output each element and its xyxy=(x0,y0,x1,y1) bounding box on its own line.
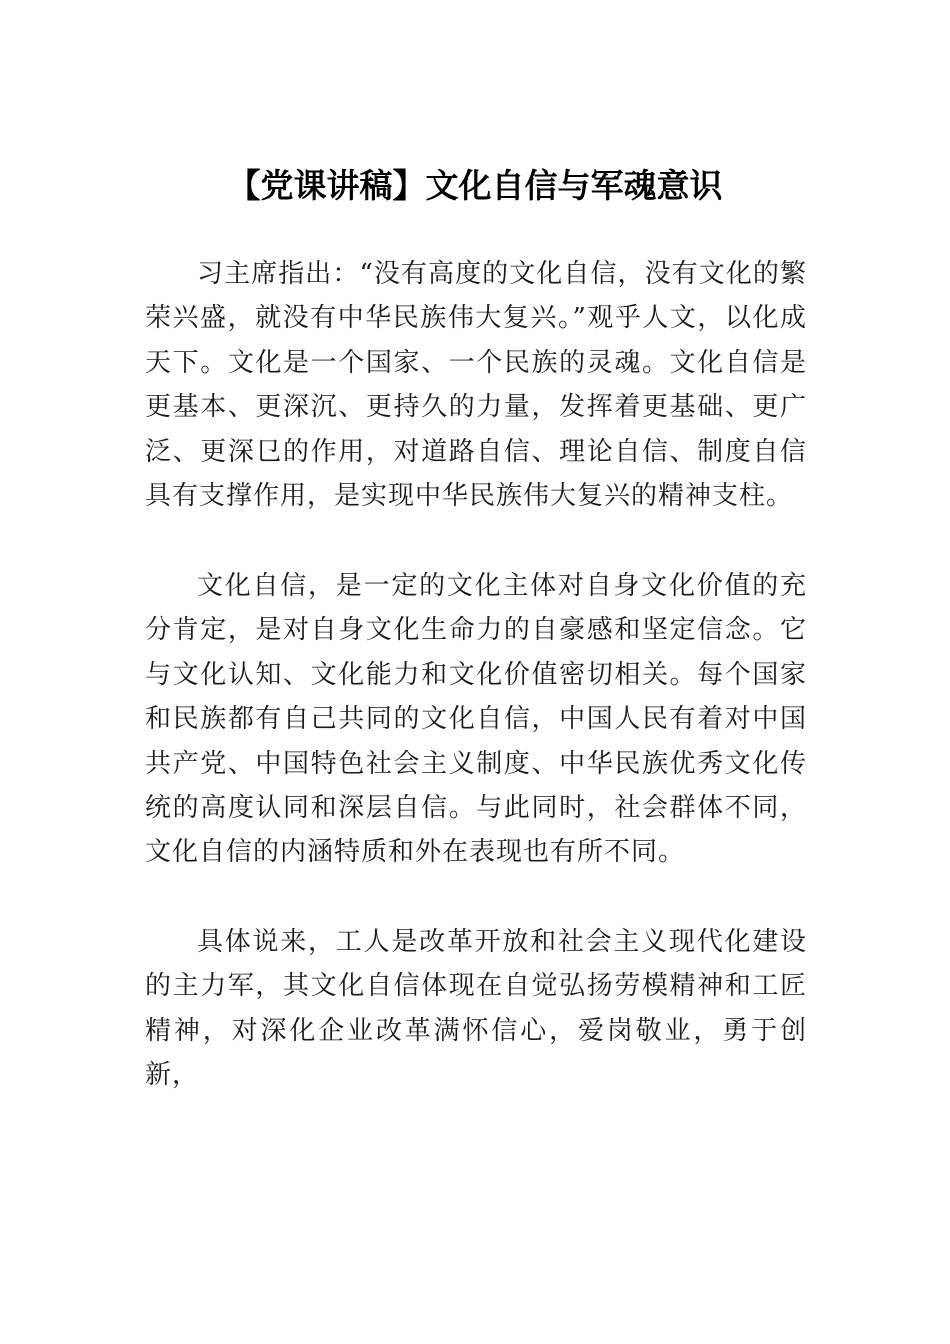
document-title: 【党课讲稿】文化自信与军魂意识 xyxy=(227,166,723,205)
paragraph-2: 文化自信，是一定的文化主体对自身文化价值的充分肯定，是对自身文化生命力的自豪感和坚定信念。它与文化认知、文化能力和文化价值密切相关。每个国家和民族都有自己共同的文化自信，中国人民有着对中国共产党、中国特色社会主义制度、中华民族优秀文化传统的高度认同和深层自信。与此同时，社会群体不同，文化自信的内涵特质和外在表现也有所不同。 xyxy=(145,571,807,868)
paragraph-3: 具体说来，工人是改革开放和社会主义现代化建设的主力军，其文化自信体现在自觉弘扬劳模精神和工匠精神，对深化企业改革满怀信心，爱岗敬业，勇于创新， xyxy=(145,927,807,1091)
paragraph-1: 习主席指出：“没有高度的文化自信，没有文化的繁荣兴盛，就没有中华民族伟大复兴。”观乎人文，以化成天下。文化是一个国家、一个民族的灵魂。文化自信是更基本、更深沉、更持久的力量，发挥着更基础、更广泛、更深㔾的作用，对道路自信、理论自信、制度自信具有支撑作用，是实现中华民族伟大复兴的精神支柱。 xyxy=(145,259,807,512)
